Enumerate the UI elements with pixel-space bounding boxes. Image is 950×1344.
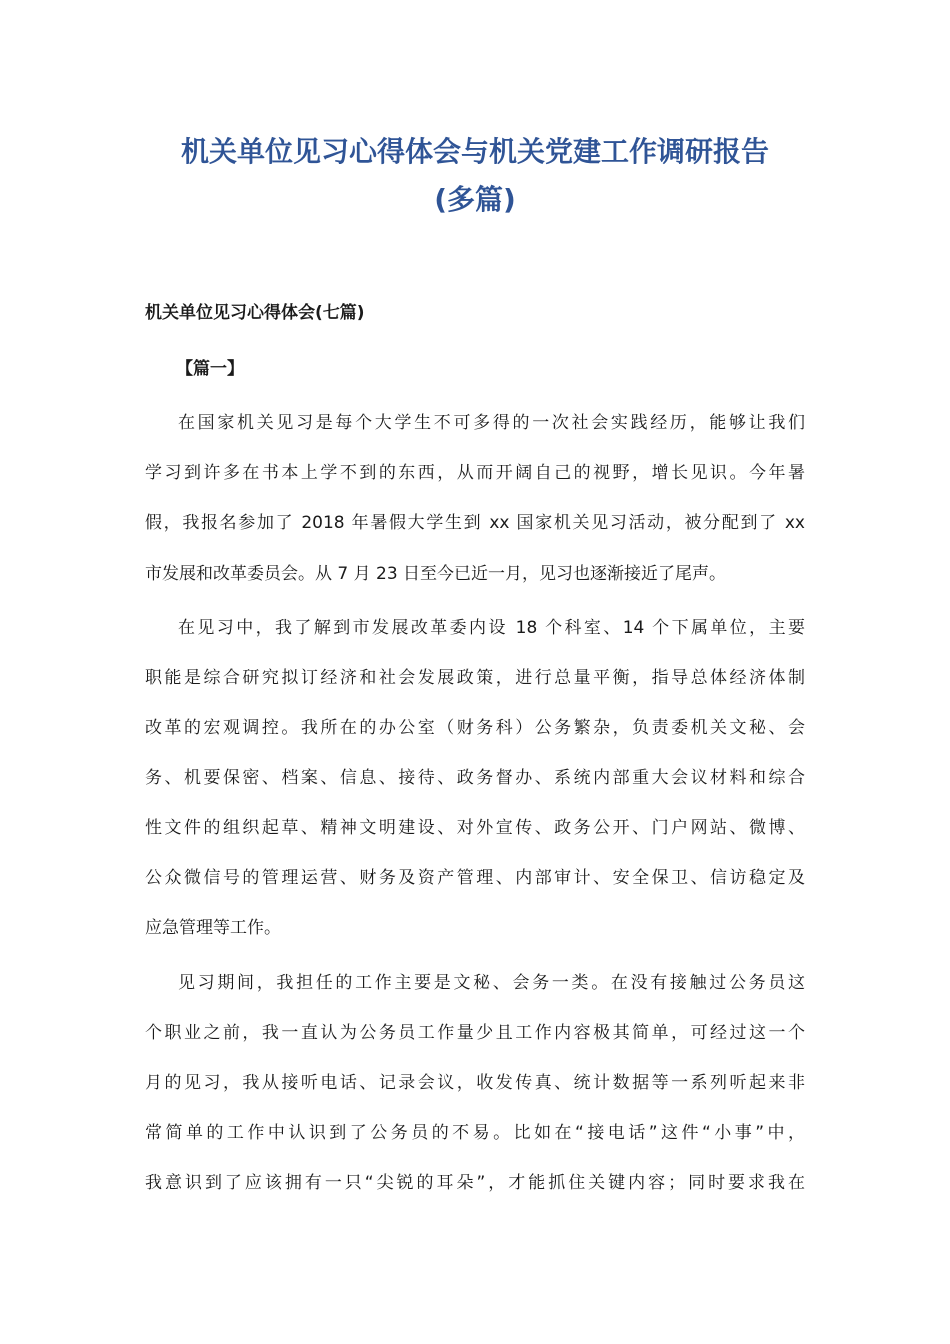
paragraph-line: 市发展和改革委员会。从 7 月 23 日至今已近一月，见习也逐渐接近了尾声。 bbox=[145, 564, 727, 584]
paragraph-line: 改革的宏观调控。我所在的办公室（财务科）公务繁杂，负责委机关文秘、会 bbox=[145, 718, 805, 738]
paragraph-line: 见习期间，我担任的工作主要是文秘、会务一类。在没有接触过公务员这 bbox=[178, 973, 805, 993]
paragraph-line: 在国家机关见习是每个大学生不可多得的一次社会实践经历，能够让我们 bbox=[178, 413, 805, 433]
paragraph-line: 在见习中，我了解到市发展改革委内设 18 个科室、14 个下属单位，主要 bbox=[178, 618, 805, 638]
paragraph-line: 务、机要保密、档案、信息、接待、政务督办、系统内部重大会议材料和综合 bbox=[145, 768, 805, 788]
paragraph-line: 学习到许多在书本上学不到的东西，从而开阔自己的视野，增长见识。今年暑 bbox=[145, 463, 805, 483]
paragraph-line: 性文件的组织起草、精神文明建设、对外宣传、政务公开、门户网站、微博、 bbox=[145, 818, 805, 838]
paragraph-line: 应急管理等工作。 bbox=[145, 918, 281, 938]
paragraph-line: 月的见习，我从接听电话、记录会议，收发传真、统计数据等一系列听起来非 bbox=[145, 1073, 805, 1093]
document-title-line-1: 机关单位见习心得体会与机关党建工作调研报告 bbox=[180, 135, 769, 168]
part-label: 【篇一】 bbox=[176, 359, 244, 379]
paragraph-line: 常简单的工作中认识到了公务员的不易。比如在“接电话”这件“小事”中， bbox=[145, 1123, 805, 1143]
document-title-line-2: (多篇) bbox=[434, 183, 516, 216]
paragraph-line: 公众微信号的管理运营、财务及资产管理、内部审计、安全保卫、信访稳定及 bbox=[145, 868, 805, 888]
paragraph-line: 个职业之前，我一直认为公务员工作量少且工作内容极其简单，可经过这一个 bbox=[145, 1023, 805, 1043]
paragraph-line: 我意识到了应该拥有一只“尖锐的耳朵”，才能抓住关键内容；同时要求我在 bbox=[145, 1173, 805, 1193]
section-heading: 机关单位见习心得体会(七篇) bbox=[145, 303, 365, 323]
paragraph-line: 假，我报名参加了 2018 年暑假大学生到 xx 国家机关见习活动，被分配到了 xx bbox=[145, 513, 805, 533]
paragraph-line: 职能是综合研究拟订经济和社会发展政策，进行总量平衡，指导总体经济体制 bbox=[145, 668, 805, 688]
